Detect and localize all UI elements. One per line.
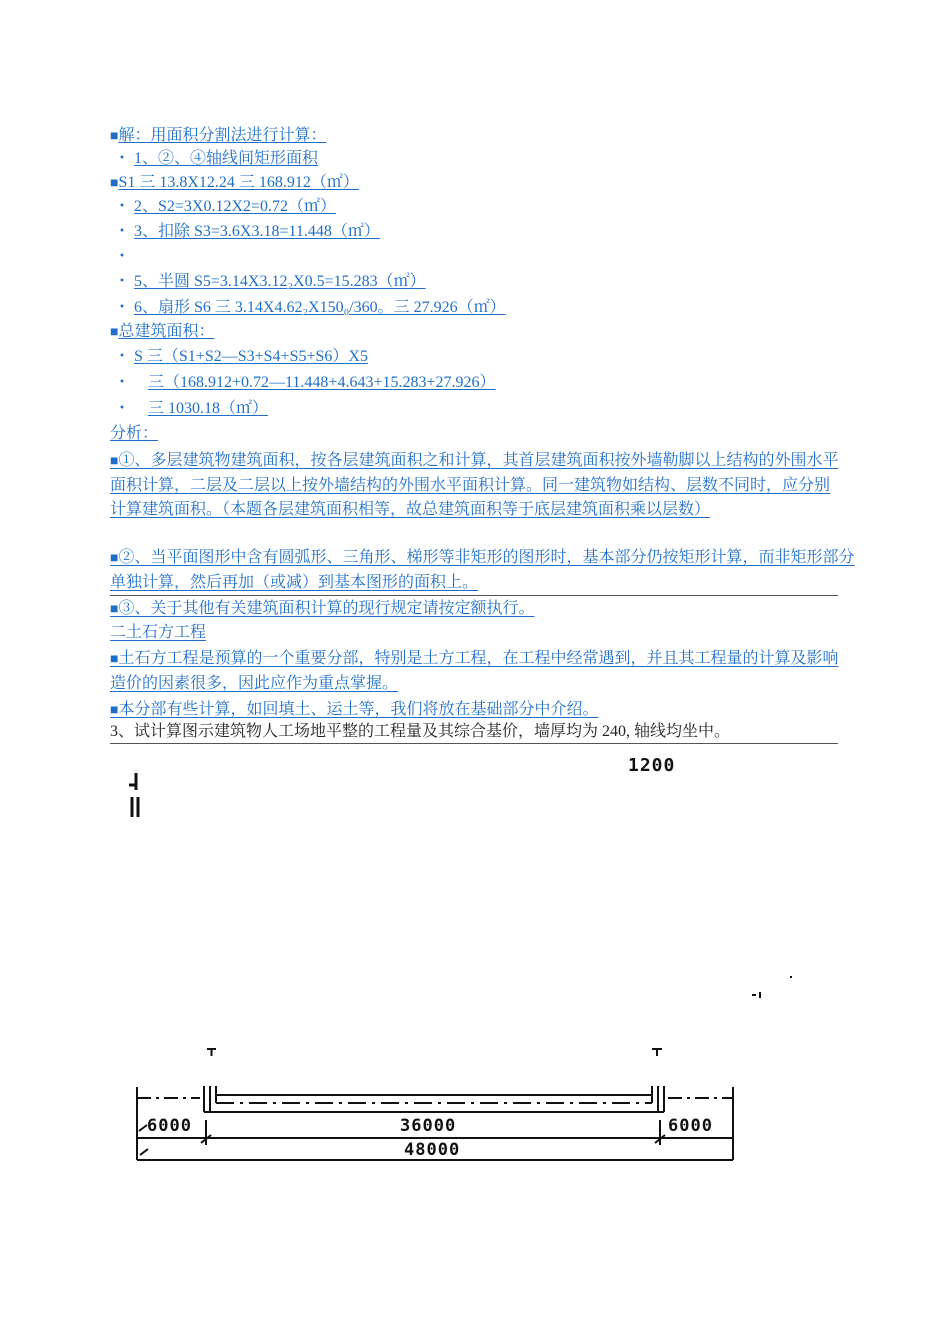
earthwork-text: 土石方工程是预算的一个重要分部，特别是土方工程，在工程中经常遇到，并且其工程量的计算及影响造价的因素很多，因此应作为重点掌握。 [110, 650, 839, 692]
square-bullet-icon: ■ [110, 129, 119, 144]
square-bullet-icon: ■ [110, 176, 119, 191]
solution-title: 解：用面积分割法进行计算： [118, 127, 327, 144]
dot-bullet-icon: ・ [114, 248, 131, 265]
square-bullet-icon: ■ [110, 652, 119, 667]
section-heading-text: 二土石方工程 [110, 624, 207, 641]
total-area-heading: 总建筑面积： [118, 323, 215, 340]
dot-bullet-icon: ・ [114, 198, 131, 215]
analysis-heading: 分析： [110, 425, 159, 442]
square-bullet-icon: ■ [110, 703, 119, 718]
square-bullet-icon: ■ [110, 551, 119, 566]
left-dimension-label: 6000 [147, 1116, 192, 1136]
dot-bullet-icon: ・ [114, 348, 131, 365]
total-dimension-label: 48000 [404, 1140, 461, 1160]
total-result: 三 1030.18（㎡） [148, 400, 269, 417]
dot-bullet-icon: ・ [114, 273, 131, 290]
middle-dimension-label: 36000 [400, 1116, 457, 1136]
small-marks [752, 977, 792, 998]
step-6: 6、扇形 S6 三 3.14X4.62₂X150₀/360。三 27.926（㎡） [134, 299, 506, 316]
question-text: 3、试计算图示建筑物人工场地平整的工程量及其综合基价，墙厚均为 240, 轴线均坐中。 [110, 723, 731, 740]
total-substitution: 三（168.912+0.72—11.448+4.643+15.283+27.926） [148, 374, 496, 391]
total-formula: S 三（S1+S2—S3+S4+S5+S6）X5 [134, 348, 368, 365]
dot-bullet-icon: ・ [114, 223, 131, 240]
step-3: 3、扣除 S3=3.6X3.18=11.448（㎡） [134, 223, 380, 240]
square-bullet-icon: ■ [110, 602, 119, 617]
subsection-text: 本分部有些计算，如回填土、运土等，我们将放在基础部分中介绍。 [118, 701, 599, 718]
s1-formula: S1 三 13.8X12.24 三 168.912（㎡） [118, 174, 359, 191]
square-bullet-icon: ■ [110, 325, 119, 340]
top-dimension-label: 1200 [628, 755, 676, 776]
dot-bullet-icon: ・ [114, 374, 131, 391]
analysis-text-3: ③、关于其他有关建筑面积计算的现行规定请按定额执行。 [118, 600, 535, 617]
dot-bullet-icon: ・ [114, 150, 131, 167]
right-dimension-label: 6000 [668, 1116, 713, 1136]
top-left-fragment [129, 773, 138, 817]
step-5: 5、半圆 S5=3.14X3.12₂X0.5=15.283（㎡） [134, 273, 426, 290]
square-bullet-icon: ■ [110, 454, 119, 469]
t-markers [207, 1049, 662, 1056]
step-2: 2、S2=3X0.12X2=0.72（㎡） [134, 198, 337, 215]
dot-bullet-icon: ・ [114, 400, 131, 417]
analysis-text-1: ①、多层建筑物建筑面积，按各层建筑面积之和计算，其首层建筑面积按外墙勒脚以上结构的外围水平面积计算，二层及二层以上按外墙结构的外围水平面积计算。同一建筑物如结构、层数不同时，应分别计算建筑面积。（本题各层建筑面积相等，故总建筑面积等于底层建筑面积乘以层数） [110, 452, 839, 518]
analysis-text-2: ②、当平面图形中含有圆弧形、三角形、梯形等非矩形的图形时，基本部分仍按矩形计算，而非矩形部分单独计算，然后再加（或减）到基本图形的面积上。 [110, 549, 855, 591]
dot-bullet-icon: ・ [114, 299, 131, 316]
step-1: 1、②、④轴线间矩形面积 [134, 150, 319, 167]
